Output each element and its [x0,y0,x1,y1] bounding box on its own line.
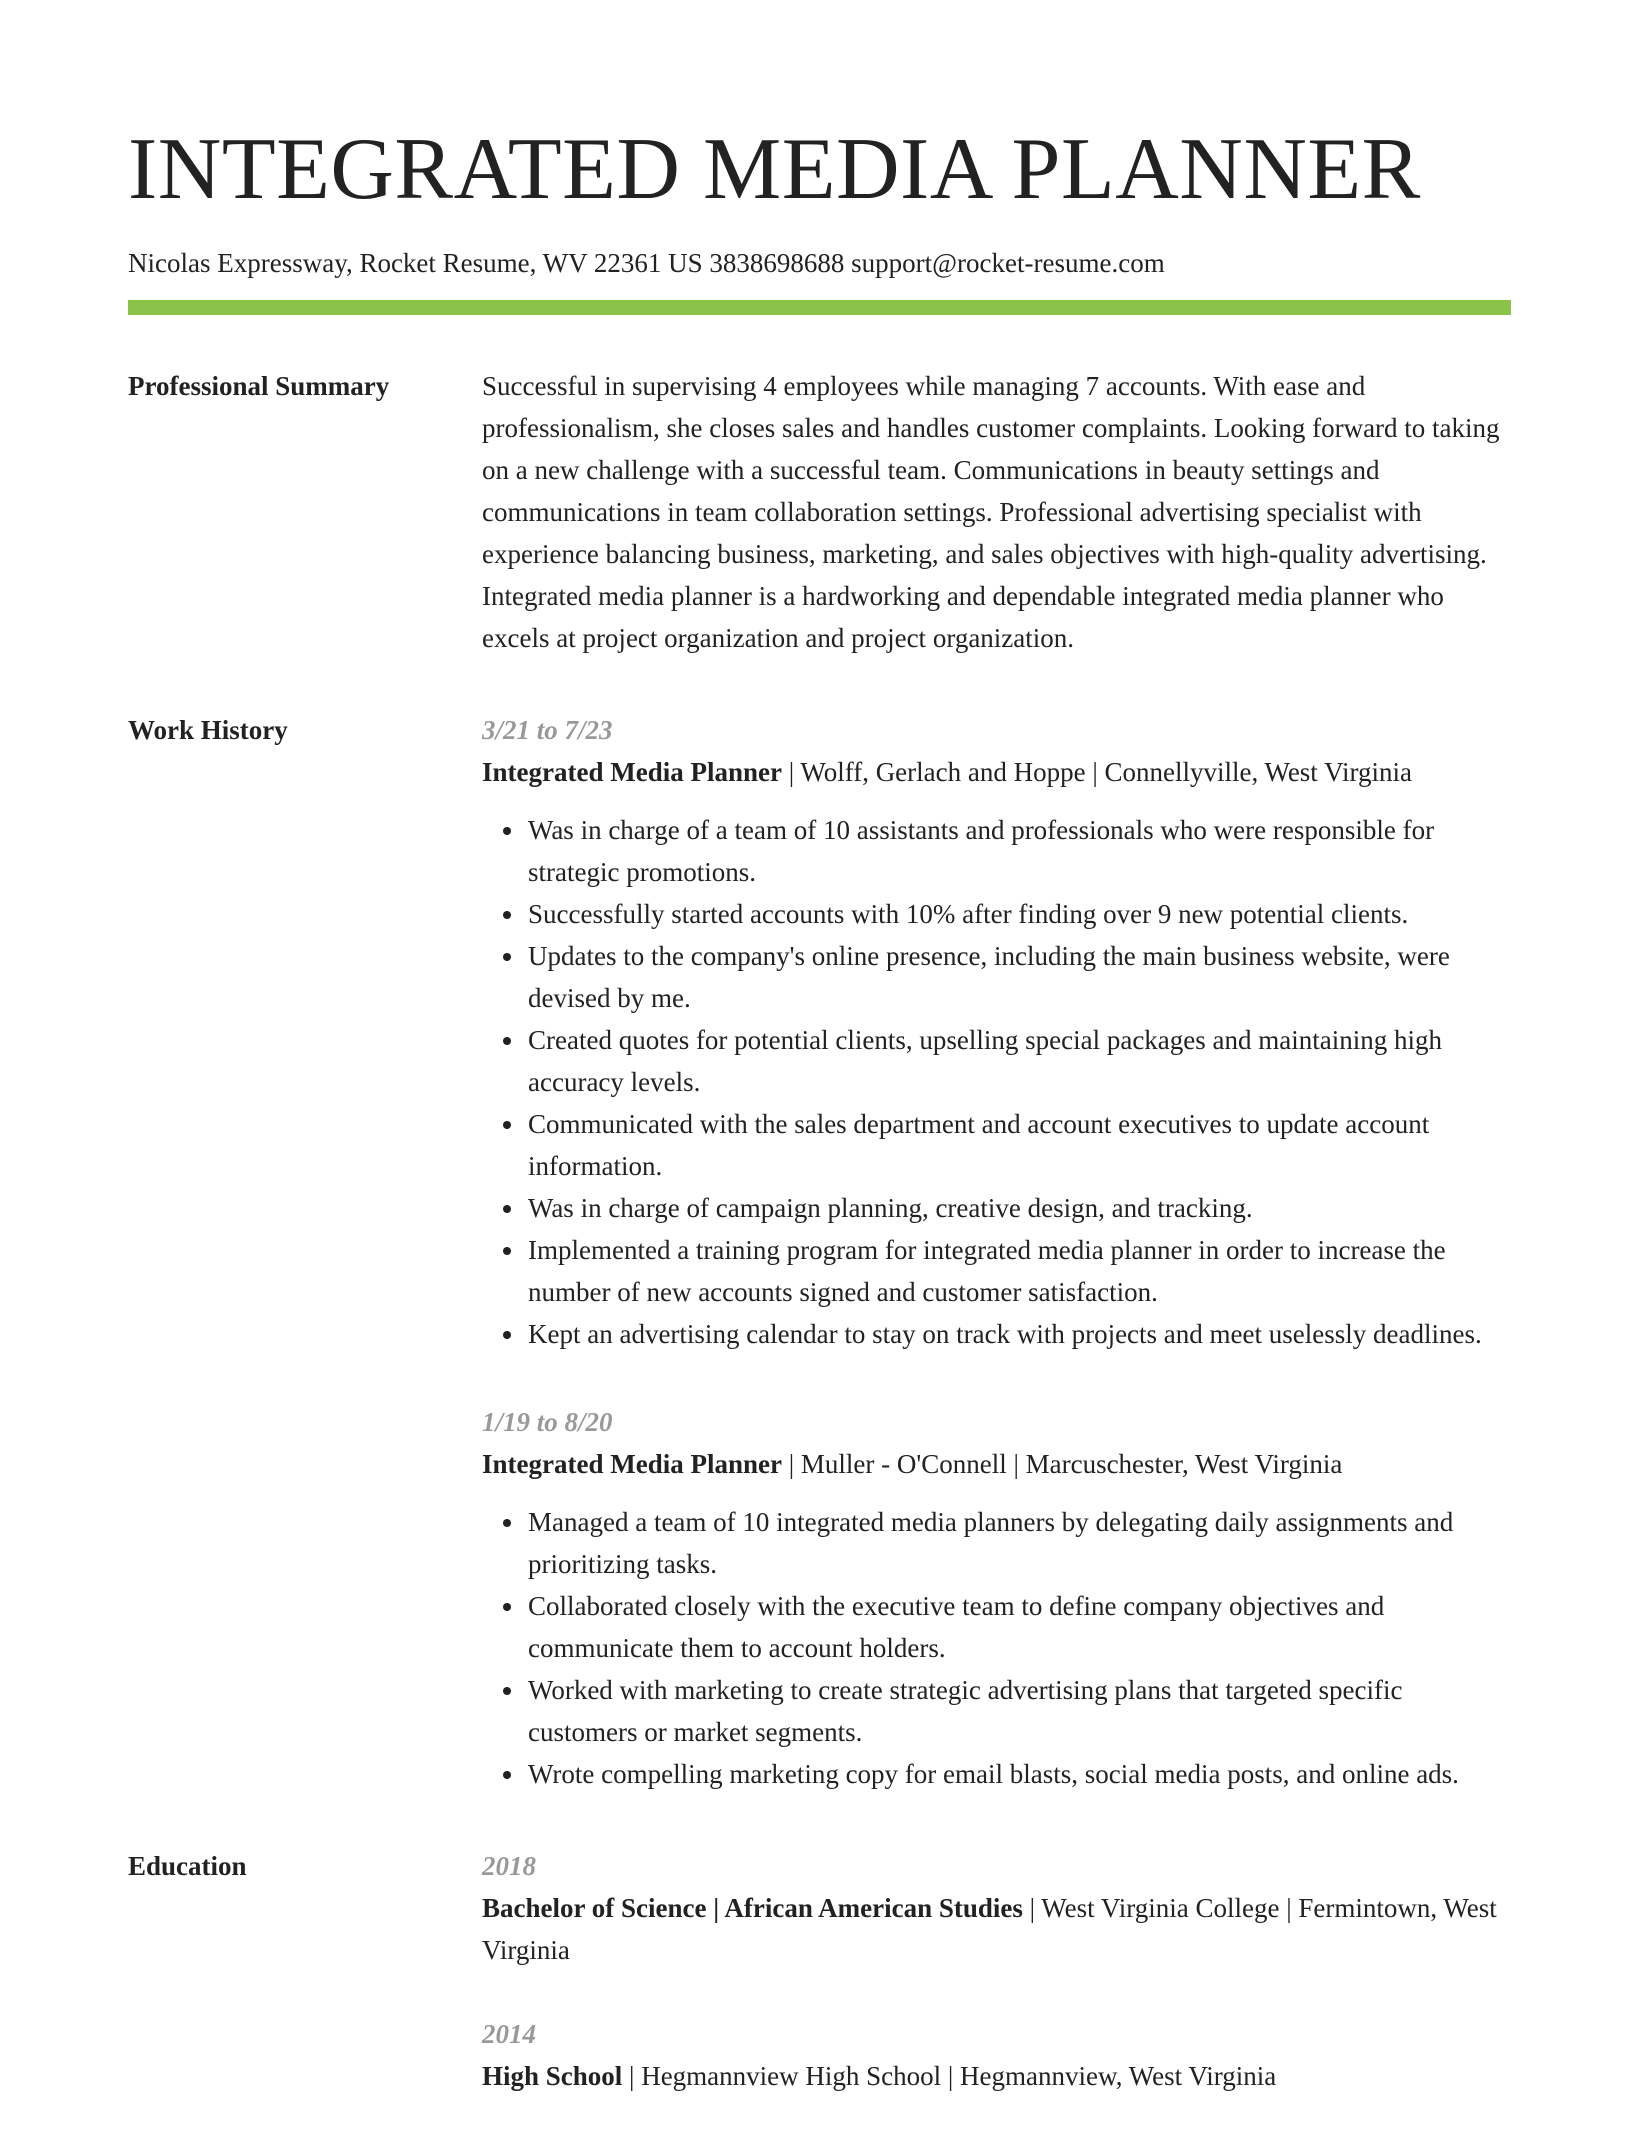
job-bullet: • Communicated with the sales department and account executives to update account information. [526,1103,1511,1187]
education-details: | Hegmannview High School | Hegmannview, West Virginia [622,2061,1277,2091]
job-dates: 3/21 to 7/23 [482,715,613,745]
summary-section [128,365,1511,659]
job-headline [482,1443,1511,1485]
contact-line: Nicolas Expressway, Rocket Resume, WV 22361 US 3838698688 support@rocket-resume.com [128,248,1165,278]
job-bullet: • Successfully started accounts with 10% after finding over 9 new potential clients. [526,893,1511,935]
job-dates: 1/19 to 8/20 [482,1407,613,1437]
job-entry [482,1401,1511,1795]
job-bullet-list [482,1501,1511,1795]
job-bullet: • Kept an advertising calendar to stay on track with projects and meet uselessly deadlines. [526,1313,1511,1355]
accent-divider [128,300,1511,315]
education-entry [482,2013,1511,2097]
job-bullet-list [482,809,1511,1355]
job-bullet: • Wrote compelling marketing copy for email blasts, social media posts, and online ads. [526,1753,1511,1795]
education-headline [482,2055,1511,2097]
education-section [128,1845,1511,2139]
job-bullet: • Managed a team of 10 integrated media planners by delegating daily assignments and prioritizing tasks. [526,1501,1511,1585]
resume-page [128,0,1511,2139]
summary-body [482,365,1511,659]
job-bullet: • Updates to the company's online presence, including the main business website, were devised by me. [526,935,1511,1019]
job-bullet: • Collaborated closely with the executive team to define company objectives and communicate them to account holders. [526,1585,1511,1669]
education-degree: Bachelor of Science | African American Studies [482,1893,1023,1923]
section-title-work-history: Work History [128,715,288,745]
job-bullet: • Was in charge of a team of 10 assistants and professionals who were responsible for strategic promotions. [526,809,1511,893]
section-title-education: Education [128,1851,247,1881]
education-year: 2018 [482,1851,536,1881]
job-bullet: • Worked with marketing to create strategic advertising plans that targeted specific customers or market segments. [526,1669,1511,1753]
work-history-body [482,709,1511,1795]
education-details: | West Virginia College | Fermintown, West Virginia [482,1893,1497,1965]
job-entry [482,709,1511,1355]
education-degree: High School [482,2061,623,2091]
job-headline [482,751,1511,793]
education-headline [482,1887,1511,1971]
job-role: Integrated Media Planner [482,757,782,787]
summary-text: Successful in supervising 4 employees while managing 7 accounts. With ease and professionalism, she closes sales and handles customer complaints. Looking forward to taking on a new challenge with a successful team. Communications in beauty settings and communications in team collaboration settings. Professional advertising specialist with experience balancing business, marketing, and sales objectives with high-quality advertising. Integrated media planner is a hardworking and dependable integrated media planner who excels at project organization and project organization. [482,371,1500,653]
work-history-section [128,709,1511,1795]
education-year: 2014 [482,2019,536,2049]
education-body [482,1845,1511,2139]
job-details: | Muller - O'Connell | Marcuschester, West Virginia [781,1449,1343,1479]
job-bullet: • Created quotes for potential clients, upselling special packages and maintaining high accuracy levels. [526,1019,1511,1103]
job-details: | Wolff, Gerlach and Hoppe | Connellyville, West Virginia [781,757,1412,787]
job-bullet: • Implemented a training program for integrated media planner in order to increase the number of new accounts signed and customer satisfaction. [526,1229,1511,1313]
education-entry [482,1845,1511,1971]
job-role: Integrated Media Planner [482,1449,782,1479]
job-bullet: • Was in charge of campaign planning, creative design, and tracking. [526,1187,1511,1229]
section-title-summary: Professional Summary [128,371,390,401]
resume-title: INTEGRATED MEDIA PLANNER [128,121,1421,218]
